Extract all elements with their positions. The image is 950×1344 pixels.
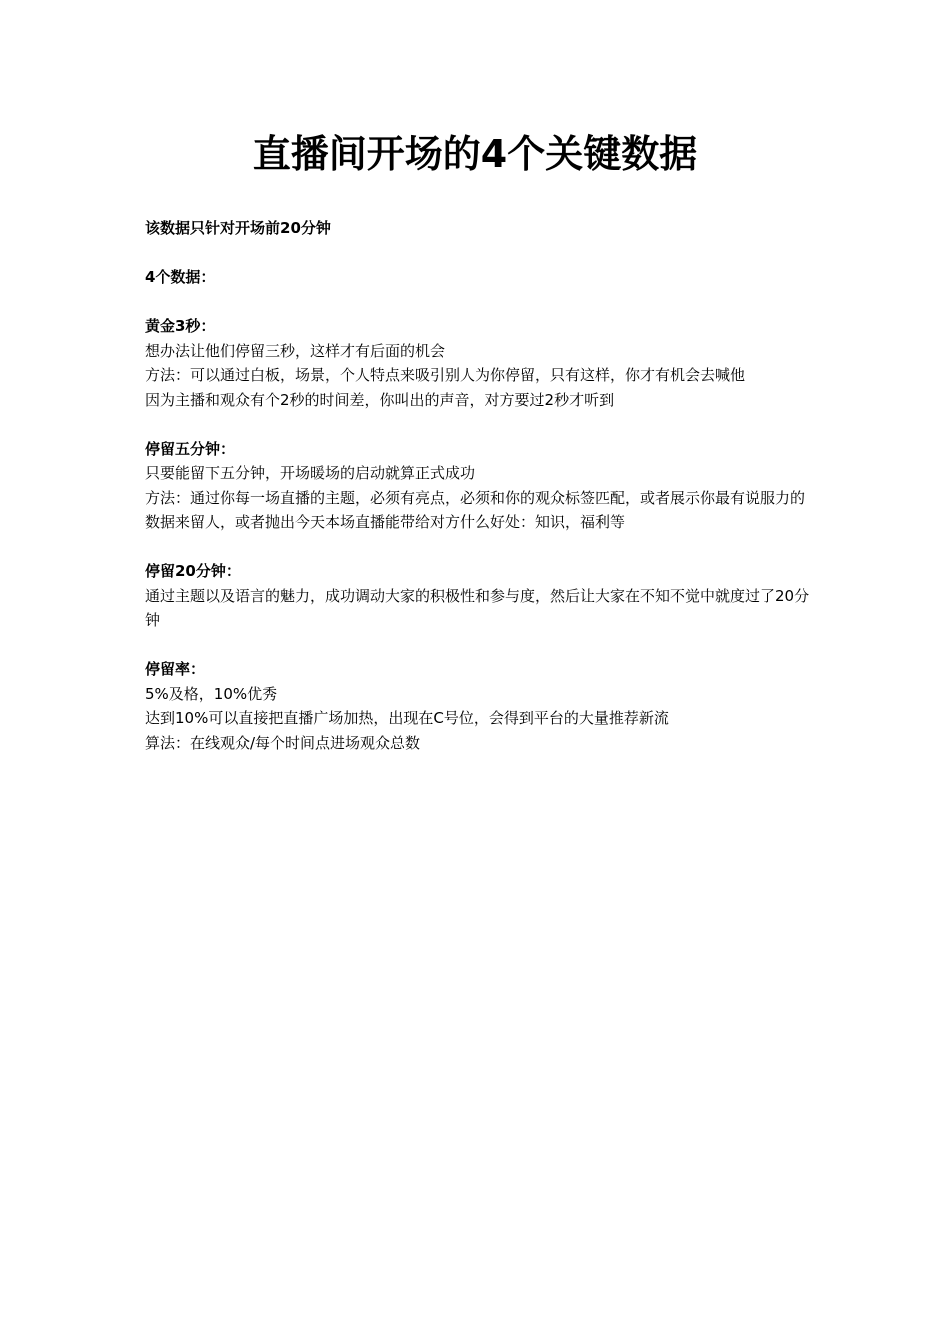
section-heading: 黄金3秒： [145,317,216,335]
paragraph-spacer [145,290,810,315]
paragraph-spacer [145,535,810,560]
section-heading: 停留20分钟： [145,562,241,580]
section-line: 达到10%可以直接把直播广场加热，出现在C号位，会得到平台的大量推荐新流 [145,709,669,727]
document-body [145,216,810,755]
count-heading: 4个数据： [145,268,216,286]
paragraph-spacer [145,241,810,266]
section-line: 方法：可以通过白板，场景，个人特点来吸引别人为你停留，只有这样，你才有机会去喊他 [145,366,746,384]
section-retention-rate [145,657,810,755]
section-line: 想办法让他们停留三秒，这样才有后面的机会 [145,341,446,360]
section-golden-3-seconds [145,314,810,412]
section-heading: 停留率： [145,660,206,678]
section-line: 通过主题以及语言的魅力，成功调动大家的积极性和参与度，然后让大家在不知不觉中就度过了20分钟 [145,586,810,629]
section-heading: 停留五分钟： [145,439,236,458]
section-line: 方法：通过你每一场直播的主题，必须有亮点，必须和你的观众标签匹配，或者展示你最有说服力的数据来留人，或者抛出今天本场直播能带给对方什么好处：知识，福利等 [145,488,806,531]
paragraph-spacer [145,633,810,658]
intro-text: 该数据只针对开场前20分钟 [145,219,331,237]
section-line: 算法：在线观众/每个时间点进场观众总数 [145,733,421,752]
section-line: 只要能留下五分钟，开场暖场的启动就算正式成功 [145,464,476,482]
section-line: 因为主播和观众有个2秒的时间差，你叫出的声音，对方要过2秒才听到 [145,390,615,409]
section-stay-five-minutes [145,437,810,535]
paragraph-spacer [145,412,810,437]
document-title: 直播间开场的4个关键数据 [252,132,698,176]
section-line: 5%及格，10%优秀 [145,684,278,703]
section-stay-20-minutes [145,559,810,633]
